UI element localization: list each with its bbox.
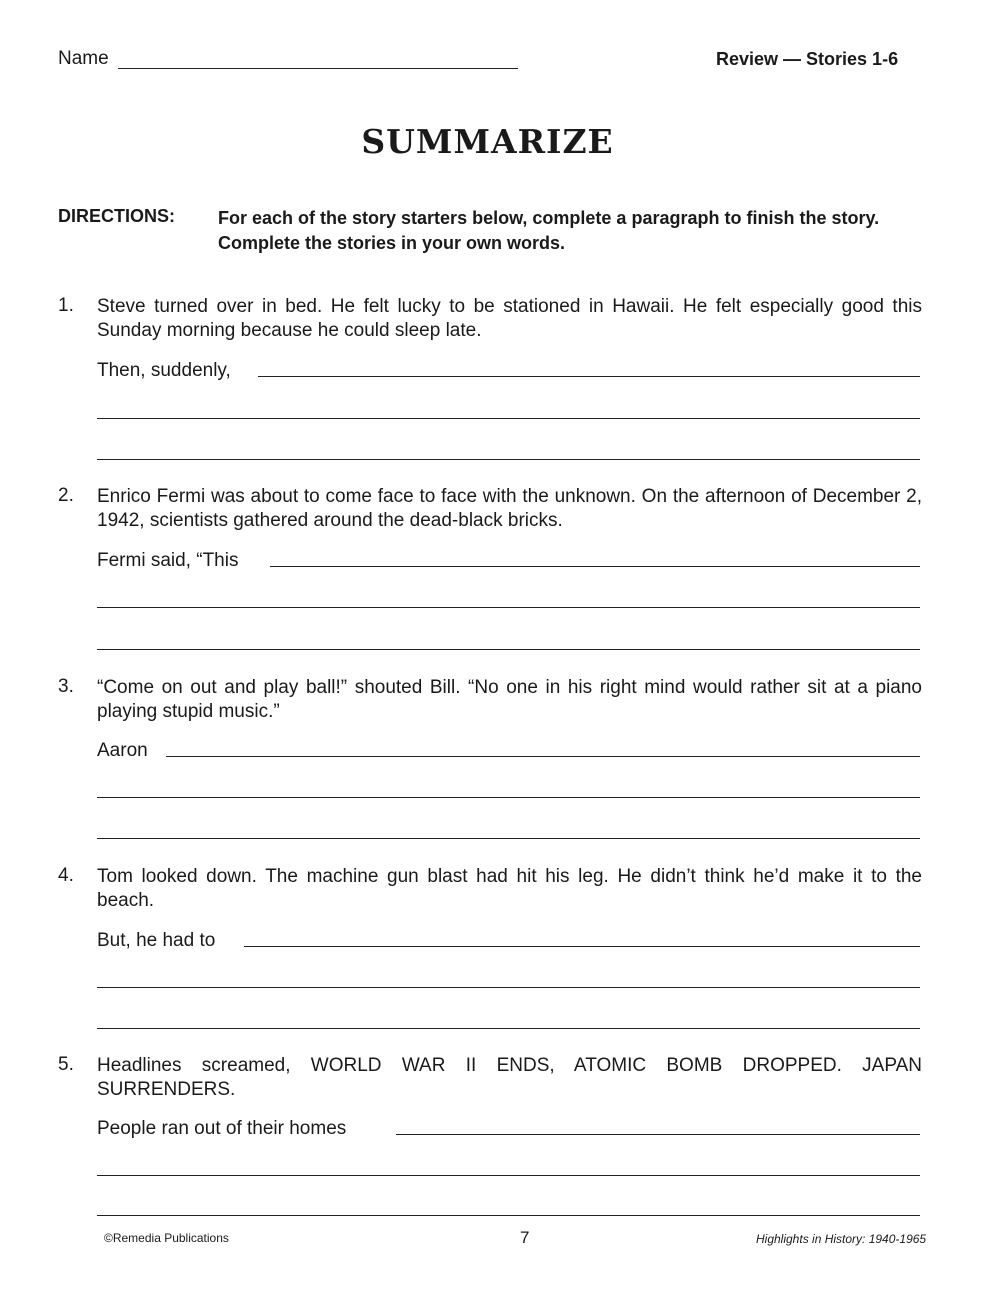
name-answer-line[interactable] xyxy=(118,68,518,69)
directions-text: For each of the story starters below, complete a paragraph to finish the story. Complete the stories in your own words. xyxy=(218,208,880,253)
question-number: 5. xyxy=(58,1054,74,1075)
answer-prompt: But, he had to xyxy=(97,930,216,951)
question-text: Tom looked down. The machine gun blast had hit his leg. He didn’t think he’d make it to the beach. xyxy=(97,866,922,911)
answer-line[interactable] xyxy=(97,459,920,460)
answer-prompt: Aaron xyxy=(97,740,148,761)
answer-line[interactable] xyxy=(97,1215,920,1216)
answer-line[interactable] xyxy=(258,376,920,377)
page-title: SUMMARIZE xyxy=(361,122,614,161)
answer-line[interactable] xyxy=(97,649,920,650)
footer-page-number: 7 xyxy=(520,1228,530,1247)
answer-line[interactable] xyxy=(244,946,920,947)
question-number: 1. xyxy=(58,295,74,316)
answer-prompt: People ran out of their homes xyxy=(97,1118,347,1139)
answer-line[interactable] xyxy=(396,1134,920,1135)
answer-line[interactable] xyxy=(166,756,920,757)
directions-label: DIRECTIONS: xyxy=(58,206,175,226)
question-number: 2. xyxy=(58,485,74,506)
answer-line[interactable] xyxy=(97,797,920,798)
answer-prompt: Fermi said, “This xyxy=(97,550,239,571)
question-text: Steve turned over in bed. He felt lucky to be stationed in Hawaii. He felt especially good this Sunday morning because he could sleep late. xyxy=(97,296,922,341)
answer-line[interactable] xyxy=(97,1175,920,1176)
question-text: “Come on out and play ball!” shouted Bill. “No one in his right mind would rather sit at a piano playing stupid music.” xyxy=(97,677,922,722)
answer-line[interactable] xyxy=(97,418,920,419)
question-number: 3. xyxy=(58,676,74,697)
question-text: Enrico Fermi was about to come face to face with the unknown. On the afternoon of December 2, 1942, scientists gathered around the dead-black bricks. xyxy=(97,486,922,531)
name-label: Name xyxy=(58,48,109,69)
footer-publisher: ©Remedia Publications xyxy=(104,1231,229,1245)
answer-line[interactable] xyxy=(97,607,920,608)
review-heading: Review — Stories 1-6 xyxy=(716,49,899,69)
answer-line[interactable] xyxy=(97,1028,920,1029)
question-number: 4. xyxy=(58,865,74,886)
answer-line[interactable] xyxy=(270,566,920,567)
footer-book-title: Highlights in History: 1940-1965 xyxy=(756,1232,927,1246)
answer-line[interactable] xyxy=(97,838,920,839)
answer-prompt: Then, suddenly, xyxy=(97,360,231,381)
answer-line[interactable] xyxy=(97,987,920,988)
question-text: Headlines screamed, WORLD WAR II ENDS, ATOMIC BOMB DROPPED. JAPAN SURRENDERS. xyxy=(97,1055,922,1100)
